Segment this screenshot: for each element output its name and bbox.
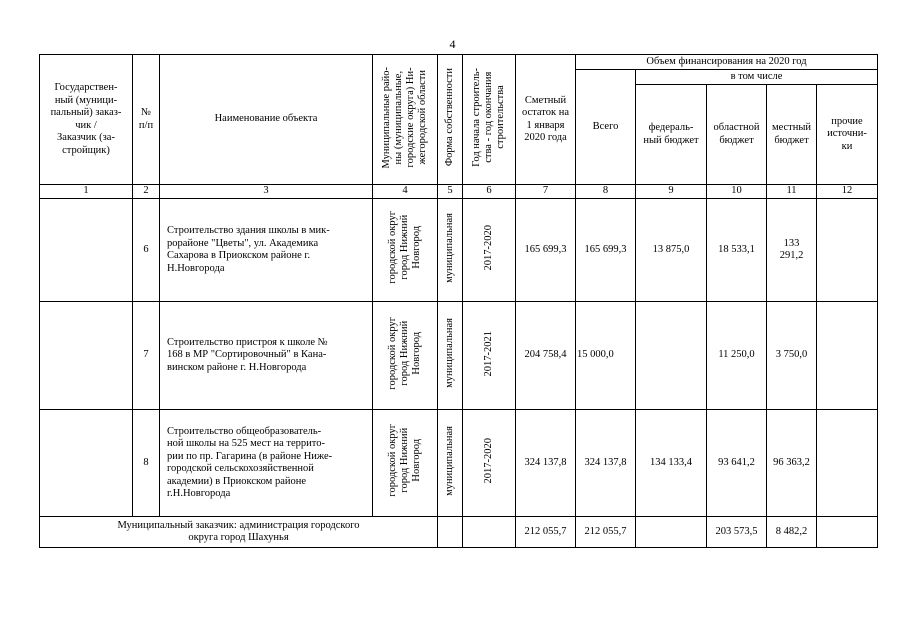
column-number: 11 — [767, 185, 817, 199]
column-number: 6 — [463, 185, 516, 199]
customer-cell — [40, 302, 133, 410]
header-including: в том числе — [636, 70, 878, 85]
column-number: 4 — [373, 185, 438, 199]
header-customer: Государствен- ный (муници- пальный) заказ- чик / Заказчик (за- стройщик) — [40, 55, 133, 185]
regional-budget: 93 641,2 — [707, 410, 767, 517]
header-object-name: Наименование объекта — [160, 55, 373, 185]
header-regional: областной бюджет — [707, 85, 767, 185]
total-financing: 15 000,0 — [576, 302, 636, 410]
estimated-balance: 324 137,8 — [516, 410, 576, 517]
column-number: 5 — [438, 185, 463, 199]
summary-years — [463, 517, 516, 548]
summary-row — [40, 517, 878, 548]
object-name: Строительство пристроя к школе № 168 в МР "Сортировочный" в Кана- винском районе г. Н.Новгорода — [160, 302, 373, 410]
summary-local: 8 482,2 — [767, 517, 817, 548]
header-total: Всего — [576, 70, 636, 185]
summary-other — [817, 517, 878, 548]
header-years: Год начала строитель- ства - год окончания строительства — [463, 55, 516, 185]
column-number: 12 — [817, 185, 878, 199]
row-number: 6 — [133, 199, 160, 302]
other-sources — [817, 302, 878, 410]
ownership: муниципальная — [438, 410, 463, 517]
estimated-balance: 165 699,3 — [516, 199, 576, 302]
header-financing-volume: Объем финансирования на 2020 год — [576, 55, 878, 70]
row-number: 8 — [133, 410, 160, 517]
header-estimated-balance: Сметный остаток на 1 января 2020 года — [516, 55, 576, 185]
ownership: муниципальная — [438, 302, 463, 410]
construction-years: 2017-2020 — [463, 199, 516, 302]
table-row — [40, 199, 878, 302]
object-name: Строительство здания школы в мик- рорайоне "Цветы", ул. Академика Сахарова в Приокском районе г. Н.Новгорода — [160, 199, 373, 302]
header-ownership: Форма собственности — [438, 55, 463, 185]
regional-budget: 18 533,1 — [707, 199, 767, 302]
municipality: городской округ город Нижний Новгород — [373, 302, 438, 410]
total-financing: 324 137,8 — [576, 410, 636, 517]
other-sources — [817, 199, 878, 302]
total-financing: 165 699,3 — [576, 199, 636, 302]
estimated-balance: 204 758,4 — [516, 302, 576, 410]
construction-years: 2017-2020 — [463, 410, 516, 517]
ownership: муниципальная — [438, 199, 463, 302]
column-number: 1 — [40, 185, 133, 199]
municipality: городской округ город Нижний Новгород — [373, 199, 438, 302]
column-number: 8 — [576, 185, 636, 199]
header-federal: федераль- ный бюджет — [636, 85, 707, 185]
page-number: 4 — [449, 37, 456, 51]
table-row — [40, 302, 878, 410]
local-budget: 96 363,2 — [767, 410, 817, 517]
column-number: 10 — [707, 185, 767, 199]
customer-cell — [40, 410, 133, 517]
header-num: № п/п — [133, 55, 160, 185]
summary-federal — [636, 517, 707, 548]
federal-budget: 134 133,4 — [636, 410, 707, 517]
header-local: местный бюджет — [767, 85, 817, 185]
federal-budget — [636, 302, 707, 410]
summary-total: 212 055,7 — [576, 517, 636, 548]
summary-regional: 203 573,5 — [707, 517, 767, 548]
summary-ownership — [438, 517, 463, 548]
financing-table — [39, 54, 878, 548]
summary-label: Муниципальный заказчик: администрация городского округа город Шахунья — [40, 517, 438, 548]
column-number: 9 — [636, 185, 707, 199]
other-sources — [817, 410, 878, 517]
header-municipality: Муниципальные райо- ны (муниципальные, городские округа) Ни- жегородской области — [373, 55, 438, 185]
column-number-row — [40, 185, 878, 199]
row-number: 7 — [133, 302, 160, 410]
federal-budget: 13 875,0 — [636, 199, 707, 302]
column-number: 7 — [516, 185, 576, 199]
regional-budget: 11 250,0 — [707, 302, 767, 410]
local-budget: 133 291,2 — [767, 199, 817, 302]
municipality: городской округ город Нижний Новгород — [373, 410, 438, 517]
summary-balance: 212 055,7 — [516, 517, 576, 548]
object-name: Строительство общеобразователь- ной школы на 525 мест на террито- рии по пр. Гагарина (в районе Ниже- городской сельскохозяйственной академии) в Приокском районе г.Н.Новгорода — [160, 410, 373, 517]
construction-years: 2017-2021 — [463, 302, 516, 410]
column-number: 2 — [133, 185, 160, 199]
table-row — [40, 410, 878, 517]
column-number: 3 — [160, 185, 373, 199]
local-budget: 3 750,0 — [767, 302, 817, 410]
header-other: прочие источни- ки — [817, 85, 878, 185]
customer-cell — [40, 199, 133, 302]
